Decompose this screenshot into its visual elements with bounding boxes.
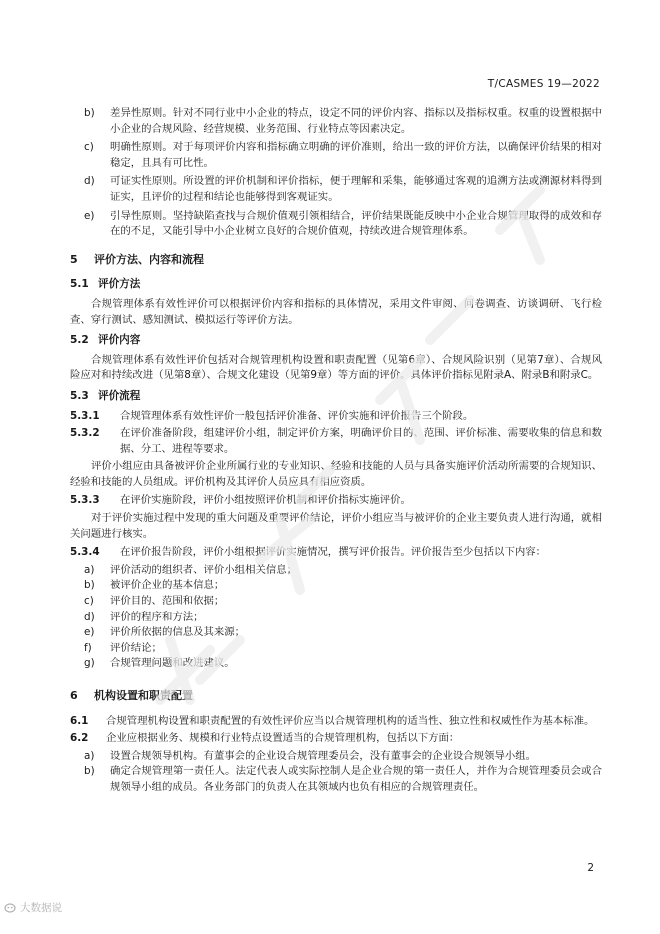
clause-text: 合规管理体系有效性评价一般包括评价准备、评价实施和评价报告三个阶段。 <box>120 409 474 422</box>
list-item-text: 可证实性原则。所设置的评价机制和评价指标，便于理解和采集，能够通过客观的追溯方法或溯源材料得到证实，且评价的过程和结论也能够得到客观证实。 <box>110 175 602 203</box>
list-item-text: 被评价企业的基本信息； <box>110 579 225 592</box>
clause <box>70 409 602 425</box>
page-number: 2 <box>587 862 594 874</box>
clause-number: 5.3.4 <box>70 546 100 559</box>
list-item-text: 评价的程序和方法； <box>110 610 204 623</box>
list-item-label: c) <box>84 595 94 608</box>
list-item <box>70 656 602 672</box>
list-item-label: e) <box>84 209 95 222</box>
list-item-text: 差异性原则。针对不同行业中小企业的特点，设定不同的评价内容、指标以及指标权重。权重的设置根据中小企业的合规风险、经营规模、业务范围、行业特点等因素决定。 <box>110 107 602 135</box>
list-item-text: 设置合规领导机构。有董事会的企业设合规管理委员会，没有董事会的企业设合规领导小组。 <box>110 749 537 762</box>
clause-number: 6.1 <box>70 714 89 727</box>
source-logo <box>4 900 62 915</box>
subsection-heading <box>70 333 602 349</box>
clause-text: 在评价报告阶段，评价小组根据评价实施情况，撰写评价报告。评价报告至少包括以下内容： <box>120 546 547 559</box>
list-item <box>70 578 602 594</box>
list-item <box>70 106 602 137</box>
paragraph: 合规管理体系有效性评价包括对合规管理机构设置和职责配置（见第6章）、合规风险识别（见第7章）、合规风险应对和持续改进（见第8章）、合规文化建设（见第9章）等方面的评价。具体评价指标见附录A、附录B和附录C。 <box>70 353 602 382</box>
clause-text: 合规管理机构设置和职责配置的有效性评价应当以合规管理机构的适当性、独立性和权威性作为基本标准。 <box>106 714 595 727</box>
clause-text: 在评价准备阶段，组建评价小组，制定评价方案，明确评价目的、范围、评价标准、需要收集的信息和数据、分工、进程等要求。 <box>120 427 602 455</box>
section-number: 5 <box>70 252 78 266</box>
list-item <box>70 140 602 171</box>
document-body <box>70 106 602 796</box>
list-item-label: d) <box>84 175 95 188</box>
subsection-heading <box>70 389 602 405</box>
section-heading <box>70 688 602 704</box>
section-title: 评价方法、内容和流程 <box>94 252 204 266</box>
section-number: 6 <box>70 689 78 702</box>
clause-number: 5.3.2 <box>70 427 100 440</box>
paragraph: 评价小组应由具备被评价企业所属行业的专业知识、经验和技能的人员与具备实施评价活动所需要的合规知识、经验和技能的人员组成。评价机构及其评价人员应具有相应资质。 <box>70 460 602 488</box>
document-code: T/CASMES 19—2022 <box>487 78 600 90</box>
subsection-number: 5.1 <box>70 278 89 291</box>
list-item <box>70 610 602 626</box>
subsection-number: 5.3 <box>70 389 89 402</box>
clause <box>70 493 602 509</box>
wechat-icon <box>4 902 18 914</box>
list-item <box>70 749 602 765</box>
list-item-text: 评价结论； <box>110 641 162 654</box>
clause-text: 企业应根据业务、规模和行业特点设置适当的合规管理机构，包括以下方面： <box>106 732 460 745</box>
clause <box>70 426 602 457</box>
source-logo-text: 大数据说 <box>20 902 62 914</box>
list-item-label: e) <box>84 626 95 639</box>
clause-text: 在评价实施阶段，评价小组按照评价机制和评价指标实施评价。 <box>120 494 411 507</box>
paragraph: 合规管理体系有效性评价可以根据评价内容和指标的具体情况，采用文件审阅、问卷调查、访谈调研、飞行检查、穿行测试、感知测试、模拟运行等评价方法。 <box>70 297 602 326</box>
list-item <box>70 641 602 657</box>
clause-number: 5.3.3 <box>70 494 100 507</box>
list-item <box>70 625 602 641</box>
list-item-text: 合规管理问题和改进建议。 <box>110 657 235 670</box>
list-item-label: c) <box>84 141 94 154</box>
list-item-label: a) <box>84 563 95 576</box>
section-heading <box>70 252 602 268</box>
list-item-label: f) <box>84 641 92 654</box>
clause-number: 6.2 <box>70 732 89 745</box>
list-item-label: b) <box>84 107 95 119</box>
subsection-number: 5.2 <box>70 334 89 347</box>
list-item-text: 评价所依据的信息及其来源； <box>110 626 246 639</box>
list-item <box>70 764 602 795</box>
section-title: 机构设置和职责配置 <box>94 689 193 702</box>
subsection-heading <box>70 277 602 293</box>
list-item-text: 评价活动的组织者、评价小组相关信息； <box>110 563 298 576</box>
list-item-label: b) <box>84 765 95 778</box>
list-item <box>70 594 602 610</box>
list-item-label: b) <box>84 579 95 592</box>
subsection-title: 评价方法 <box>98 278 141 291</box>
subsection-title: 评价内容 <box>98 334 141 347</box>
list-item-label: d) <box>84 610 95 623</box>
paragraph: 对于评价实施过程中发现的重大问题及重要评价结论，评价小组应当与被评价的企业主要负责人进行沟通，就相关问题进行核实。 <box>70 512 602 540</box>
list-item-text: 确定合规管理第一责任人。法定代表人或实际控制人是企业合规的第一责任人，并作为合规管理委员会或合规领导小组的成员。各业务部门的负责人在其领域内也负有相应的合规管理责任。 <box>110 765 602 793</box>
list-item <box>70 563 602 579</box>
subsection-title: 评价流程 <box>98 389 141 402</box>
list-item-text: 引导性原则。坚持缺陷查找与合规价值观引领相结合，评价结果既能反映中小企业合规管理取得的成效和存在的不足，又能引导中小企业树立良好的合规价值观，持续改进合规管理体系。 <box>110 209 602 238</box>
list-item <box>70 209 602 240</box>
list-item-label: a) <box>84 749 95 762</box>
list-item-label: g) <box>84 657 95 670</box>
clause <box>70 545 602 561</box>
list-item-text: 明确性原则。对于每项评价内容和指标确立明确的评价准则，给出一致的评价方法，以确保评价结果的相对稳定，且具有可比性。 <box>110 141 602 169</box>
list-item-text: 评价目的、范围和依据； <box>110 595 225 608</box>
list-item <box>70 174 602 205</box>
clause <box>70 714 602 730</box>
clause <box>70 731 602 747</box>
clause-number: 5.3.1 <box>70 409 100 422</box>
